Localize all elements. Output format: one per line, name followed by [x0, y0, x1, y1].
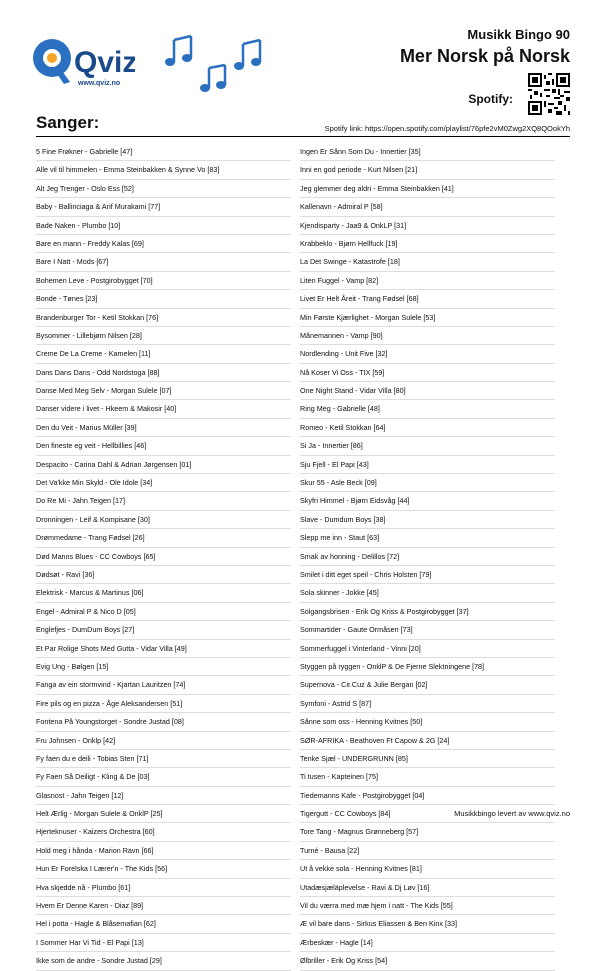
song-list-item: Krabbeklo - Bjørn Hellfuck [19]: [300, 235, 555, 253]
song-list-item: Den fineste eg veit - Hellbillies [46]: [36, 437, 291, 455]
song-list-item: Evig Ung - Bølgen [15]: [36, 658, 291, 676]
song-list-item: Et Par Rolige Shots Med Gutta - Vidar Villa [49]: [36, 640, 291, 658]
song-list-item: Danse Med Meg Selv - Morgan Sulele [07]: [36, 382, 291, 400]
song-list-item: Creme De La Creme - Kamelen [11]: [36, 345, 291, 363]
song-list-item: Skyfri Himmel - Bjørn Eidsvåg [44]: [300, 492, 555, 510]
song-list-item: Drømmedame - Trang Fødsel [26]: [36, 529, 291, 547]
song-list-item: Nordlending - Unit Five [32]: [300, 345, 555, 363]
logo-url: www.qviz.no: [78, 80, 121, 87]
qviz-logo: [30, 30, 135, 102]
song-list-right: [300, 143, 555, 971]
song-list-item: Romeo - Ketil Stokkan [64]: [300, 419, 555, 437]
song-list-item: Elektrisk - Marcus & Martinus [06]: [36, 584, 291, 602]
song-list-item: Det Va'kke Min Skyld - Ole Idole [34]: [36, 474, 291, 492]
song-list-item: 5 Fine Frøkner - Gabrielle [47]: [36, 143, 291, 161]
song-list-item: Styggen på ryggen - OnklP & De Fjerne Slektningene [78]: [300, 658, 555, 676]
song-list-item: Min Første Kjærlighet - Morgan Sulele [53]: [300, 309, 555, 327]
song-list-item: Kjendisparty - Jaa9 & OnkLP [31]: [300, 217, 555, 235]
song-list-item: Hel i potta - Hagle & Blåsemafian [62]: [36, 915, 291, 933]
song-list-item: I Sommer Har Vi Tid - El Papi [13]: [36, 934, 291, 952]
song-list-item: Despacito - Carina Dahl & Adrian Jørgensen [01]: [36, 456, 291, 474]
song-list-item: Alle vil til himmelen - Emma Steinbakken & Synne Vo [83]: [36, 161, 291, 179]
song-list-item: Dans Dans Dans - Odd Nordstoga [88]: [36, 364, 291, 382]
song-list-item: Vil du værra med mæ hjem i natt - The Kids [55]: [300, 897, 555, 915]
song-list-item: Ti tusen - Kapteinen [75]: [300, 768, 555, 786]
spotify-link[interactable]: Spotify link: https://open.spotify.com/playlist/76pfe2vM0Zwg2XQ8QOokYh: [324, 124, 570, 133]
spotify-label: Spotify:: [468, 92, 513, 106]
song-list-item: Bade Naken - Plumbo [10]: [36, 217, 291, 235]
songs-heading: Sanger:: [36, 113, 100, 132]
song-list-item: Smak av honning - Delillos [72]: [300, 548, 555, 566]
song-list-item: Glasnost - Jahn Teigen [12]: [36, 787, 291, 805]
music-notes-icon: [155, 30, 275, 100]
song-list-item: Inni en god periode - Kurt Nilsen [21]: [300, 161, 555, 179]
song-list-item: Ring Meg - Gabrielle [48]: [300, 400, 555, 418]
song-list-item: Tenke Sjæl - UNDERGRUNN [85]: [300, 750, 555, 768]
footer-credit: Musikkbingo levert av www.qviz.no: [454, 809, 570, 818]
song-list-item: Hold meg i hånda - Marion Ravn [66]: [36, 842, 291, 860]
song-list-item: Ut å vekke sola - Henning Kvitnes [81]: [300, 860, 555, 878]
song-list-item: Helt Ærlig - Morgan Sulele & OnklP [25]: [36, 805, 291, 823]
song-list-item: Hva skjedde nå - Plumbo [61]: [36, 879, 291, 897]
song-list-item: Tigergutt - CC Cowboys [84]: [300, 805, 555, 823]
song-list-item: Alt Jeg Trenger - Oslo Ess [52]: [36, 180, 291, 198]
song-list-item: Bohemen Leve - Postgirobygget [70]: [36, 272, 291, 290]
song-list-item: One Night Stand - Vidar Villa [80]: [300, 382, 555, 400]
song-list-item: Fanga av ein stormvind - Kjartan Lauritzen [74]: [36, 676, 291, 694]
song-list-item: Dronningen - Leif & Kompisane [30]: [36, 511, 291, 529]
song-list-item: Solgangsbrisen - Erik Og Kriss & Postgirobygget [37]: [300, 603, 555, 621]
bingo-subtitle: Mer Norsk på Norsk: [399, 46, 570, 66]
song-list-item: La Det Swinge - Katastrofe [18]: [300, 253, 555, 271]
song-list-item: Slepp me inn - Staut [63]: [300, 529, 555, 547]
song-list-item: Baby - Ballinciaga & Arif Murakami [77]: [36, 198, 291, 216]
song-list-item: Ikke som de andre - Sondre Justad [29]: [36, 952, 291, 970]
song-list-item: Ølbriller - Erik Og Kriss [54]: [300, 952, 555, 970]
song-list-item: Død Manns Blues - CC Cowboys [65]: [36, 548, 291, 566]
song-list-item: Månemannen - Vamp [90]: [300, 327, 555, 345]
song-list-item: Hjerteknuser - Kaizers Orchestra [60]: [36, 823, 291, 841]
song-list-item: Ingen Er Sånn Som Du - Innertier [35]: [300, 143, 555, 161]
song-list-item: Utadæsjæläplevelse - Ravi & Dj Løv [16]: [300, 879, 555, 897]
song-list-item: Sommartider - Gaute Ormåsen [73]: [300, 621, 555, 639]
song-list-item: Hun Er Forelska I Lærer'n - The Kids [56]: [36, 860, 291, 878]
song-list-item: Sånne som oss - Henning Kvitnes [50]: [300, 713, 555, 731]
song-list-item: Do Re Mi - Jahn Teigen [17]: [36, 492, 291, 510]
header-divider: [36, 136, 570, 137]
song-list-item: Sola skinner - Jokke [45]: [300, 584, 555, 602]
song-list-item: Kallenavn - Admiral P [58]: [300, 198, 555, 216]
song-list-item: Tiedemanns Kafe - Postgirobygget [04]: [300, 787, 555, 805]
song-list-item: Sju Fjell - El Papi [43]: [300, 456, 555, 474]
song-list-item: Skur 55 - Asle Beck [09]: [300, 474, 555, 492]
song-list-item: Nå Koser Vi Oss - TIX [59]: [300, 364, 555, 382]
bingo-title: Musikk Bingo 90: [467, 27, 570, 42]
song-list-item: Supernova - Cir.Cuz & Julie Bergan [02]: [300, 676, 555, 694]
song-list-item: Brandenburger Tor - Ketil Stokkan [76]: [36, 309, 291, 327]
song-list-item: Den du Veit - Marius Müller [39]: [36, 419, 291, 437]
song-list-item: Bare I Natt - Mods [67]: [36, 253, 291, 271]
song-list-item: Fire pils og en pizza - Åge Aleksandersen [51]: [36, 695, 291, 713]
song-list-item: Englefjes - DumDum Boys [27]: [36, 621, 291, 639]
song-list-left: [36, 143, 291, 971]
logo-circle-dot: [47, 53, 57, 63]
song-list-item: Ærbeskær - Hagle [14]: [300, 934, 555, 952]
song-list-item: Bysommer - Lillebjørn Nilsen [28]: [36, 327, 291, 345]
song-list-item: Si Ja - Innertier [86]: [300, 437, 555, 455]
song-list-item: Engel - Admiral P & Nico D [05]: [36, 603, 291, 621]
song-list-item: Æ vil bare dans - Sirkus Eliassen & Ben Kinx [33]: [300, 915, 555, 933]
song-list-item: Symfoni - Astrid S [87]: [300, 695, 555, 713]
logo-wordmark: Qviz: [74, 46, 135, 79]
song-list-item: Turné - Bausa [22]: [300, 842, 555, 860]
song-list-item: Liten Fuggel - Vamp [82]: [300, 272, 555, 290]
song-list-item: Fru Johnsen - Onklp [42]: [36, 732, 291, 750]
song-list-item: Dødsøt - Ravi [36]: [36, 566, 291, 584]
song-list-item: Danser videre i livet - Hkeem & Makosir [40]: [36, 400, 291, 418]
song-list-item: Fy faen du e deili - Tobias Sten [71]: [36, 750, 291, 768]
song-list-item: Bonde - Tønes [23]: [36, 290, 291, 308]
song-list-item: Slave - Dumdum Boys [38]: [300, 511, 555, 529]
song-list-item: Fy Faen Så Deiligt - Kling & De [03]: [36, 768, 291, 786]
song-list-item: Hvem Er Denne Karen - Diaz [89]: [36, 897, 291, 915]
song-list-item: Livet Er Helt Åreit - Trang Fødsel [68]: [300, 290, 555, 308]
song-list-item: Fontena På Youngstorget - Sondre Justad [08]: [36, 713, 291, 731]
spotify-qr-code[interactable]: [528, 73, 570, 115]
song-list-item: Bare en mann - Freddy Kalas [69]: [36, 235, 291, 253]
song-list-item: Tore Tang - Magnus Grønneberg [57]: [300, 823, 555, 841]
song-list-item: Jeg glemmer deg aldri - Emma Steinbakken [41]: [300, 180, 555, 198]
song-list-item: SØR-AFRIKA - Beathoven Ft Capow & 2G [24]: [300, 732, 555, 750]
song-list-item: Sommerfuggel i Vinterland - Vinni [20]: [300, 640, 555, 658]
song-list-item: Smilet i ditt eget speil - Chris Holsten [79]: [300, 566, 555, 584]
